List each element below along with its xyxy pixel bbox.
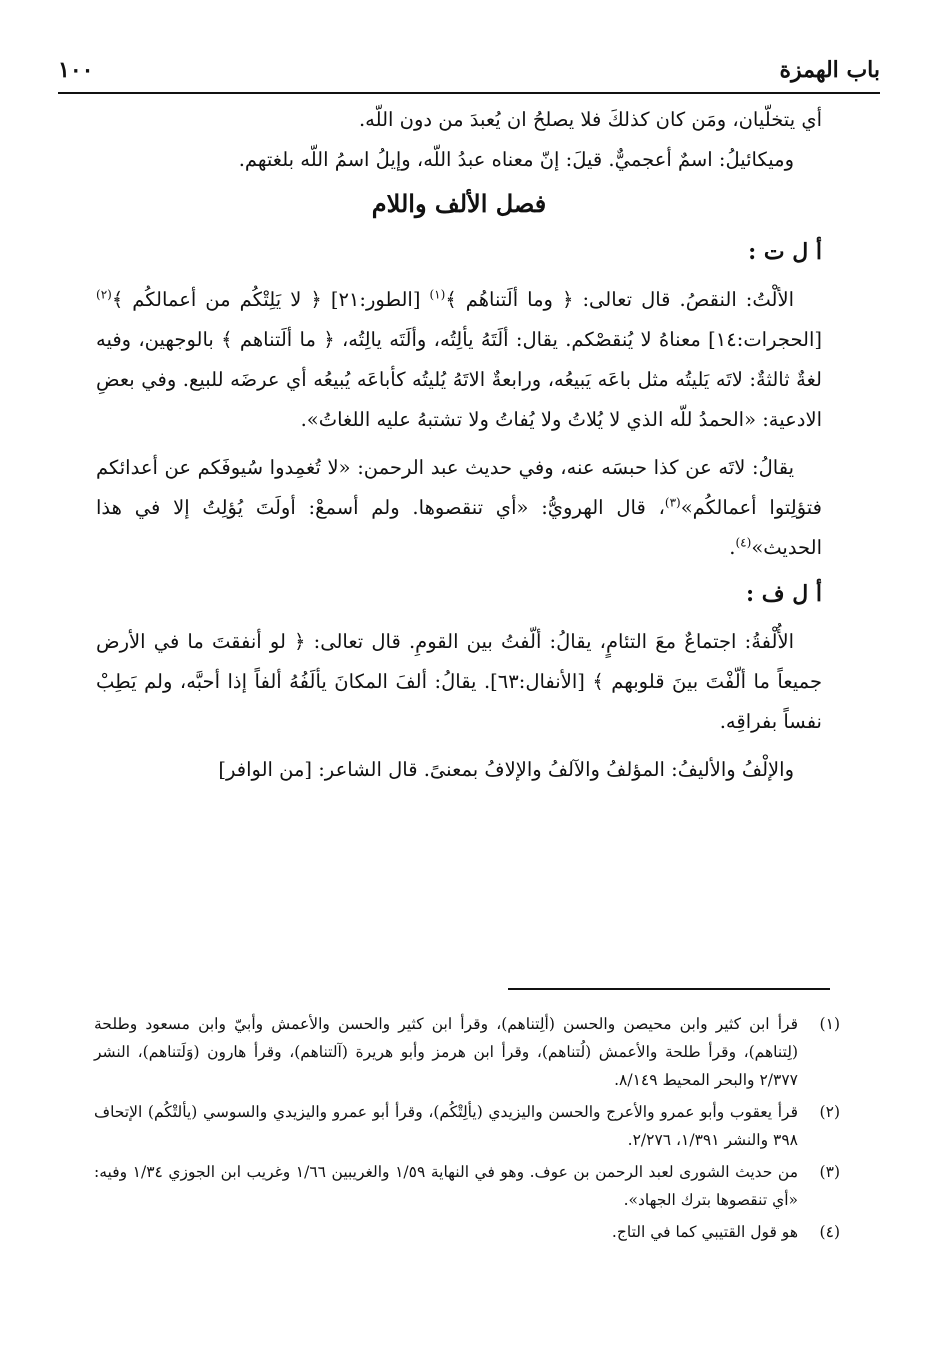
- footnote-ref: (٤): [735, 535, 752, 550]
- footnote: [94, 1098, 840, 1154]
- footnote: [94, 1218, 840, 1246]
- footnote: [94, 1010, 840, 1094]
- paragraph: [96, 280, 822, 440]
- entry-heading: أ ل ف :: [745, 581, 822, 607]
- footnote-number: (٤): [819, 1223, 840, 1241]
- paragraph: والإلْفُ والأليفُ: المؤلفُ والآلفُ والإلافُ بمعنىً. قال الشاعر: [من الوافر]: [218, 758, 794, 781]
- text-segment: .: [729, 536, 736, 559]
- footnotes: [94, 1010, 840, 1250]
- footnote-text: من حديث الشورى لعبد الرحمن بن عوف. وهو في النهاية ١/٥٩ والغريبين ١/٦٦ وغريب ابن الجوزي ١/٣٤ وفيه: «أي تنقصوها بترك الجهاد».: [94, 1163, 798, 1209]
- text-segment: يقالُ: لاتَه عن كذا حبسَه عنه، وفي حديث عبد الرحمن: «لا تُغمِدوا سُيوفَكم عن أعدائكم فتؤلِتوا أعمالكُم»: [96, 456, 822, 519]
- footnote: [94, 1158, 840, 1214]
- section-title: فصل الألف واللام: [371, 189, 547, 218]
- text-segment: الألْتُ: النقصُ. قال تعالى: ﴿ وما ألَتناهُم ﴾: [445, 288, 794, 311]
- footnote-ref: (١): [429, 287, 446, 302]
- chapter-title: باب الهمزة: [779, 57, 880, 83]
- footnote-number: (٣): [819, 1163, 840, 1181]
- paragraph: وميكائيلُ: اسمٌ أعجميٌّ. قيلَ: إنّ معناه عبدُ اللّه، وإيلُ اسمُ اللّه بلغتهم.: [238, 148, 794, 171]
- page-header: [58, 48, 880, 94]
- entry-heading: أ ل ت :: [748, 239, 822, 265]
- footnote-text: قرأ ابن كثير وابن محيصن والحسن (ألِتناهم)، وقرأ ابن كثير والحسن والأعمش وأبيّ وابن مسعود وطلحة (لِتناهم)، وقرأ طلحة والأعمش (لُتناهم)، وقرأ ابن هرمز وأبو هريرة (آلتناهم)، وقرأ هارون (وَلَتناهم)، النشر ٢/٣٧٧ والبحر المحيط ٨/١٤٩.: [94, 1015, 798, 1089]
- text-segment: ، قال الهرويُّ: «أي تنقصوها. ولم أسمعْ: أولَتَ يُؤلِتُ إلا في هذا الحديث»: [96, 496, 822, 559]
- footnote-text: قرأ يعقوب وأبو عمرو والأعرج والحسن واليزيدي (يألِتْكُم)، وقرأ أبو عمرو واليزيدي والسوسي (يألتْكُم) الإتحاف ٣٩٨ والنشر ١/٣٩١، ٢/٢٧٦.: [94, 1103, 798, 1149]
- footnote-number: (٢): [819, 1103, 840, 1121]
- main-text: [96, 100, 822, 790]
- text-segment: [الحجرات:١٤] معناهُ لا يُنقصْكم. يقال: ألَتَهُ يألِتُه، وألَتَه يالِتُه، ﴿ ما ألَتناهم ﴾ بالوجهين، وفيه لغةٌ ثالثةٌ: لاتَه يَليتُه مثل باعَه يَبيعُه، ورابعةٌ الاتَهُ يُليتُه كأباعَه يُبيعُه أي عرضَه للبيع. وفي بعضِ الادعية: «الحمدُ للّه الذي لا يُلاتُ ولا يُفاتُ ولا تشتبهُ عليه اللغاتُ».: [96, 328, 822, 431]
- footnote-text: هو قول القتيبي كما في التاج.: [611, 1223, 798, 1241]
- paragraph: الأُلْفةُ: اجتماعٌ معَ التئامٍ، يقالُ: ألّفتُ بين القومِ. قال تعالى: ﴿ لو أنفقتَ ما في الأرض جميعاً ما ألّفْتَ بينَ قلوبهم ﴾ [الأنفال:٦٣]. يقالُ: ألفَ المكانَ يألَفُهُ ألفاً إذا أحبَّه، ولم يَطِبْ نفساً بفراقِه.: [96, 630, 822, 733]
- footnote-ref: (٢): [96, 287, 112, 302]
- footnote-ref: (٣): [664, 495, 681, 510]
- text-segment: [الطور:٢١] ﴿ لا يَلِتْكُم من أعمالكُم ﴾: [111, 288, 430, 311]
- paragraph: أي يتخلّيان، ومَن كان كذلكَ فلا يصلحُ ان يُعبدَ من دون اللّه.: [358, 108, 822, 131]
- paragraph: [96, 448, 822, 568]
- footnote-number: (١): [819, 1015, 840, 1033]
- page-number: ١٠٠: [58, 57, 94, 83]
- footnote-divider: [508, 988, 830, 990]
